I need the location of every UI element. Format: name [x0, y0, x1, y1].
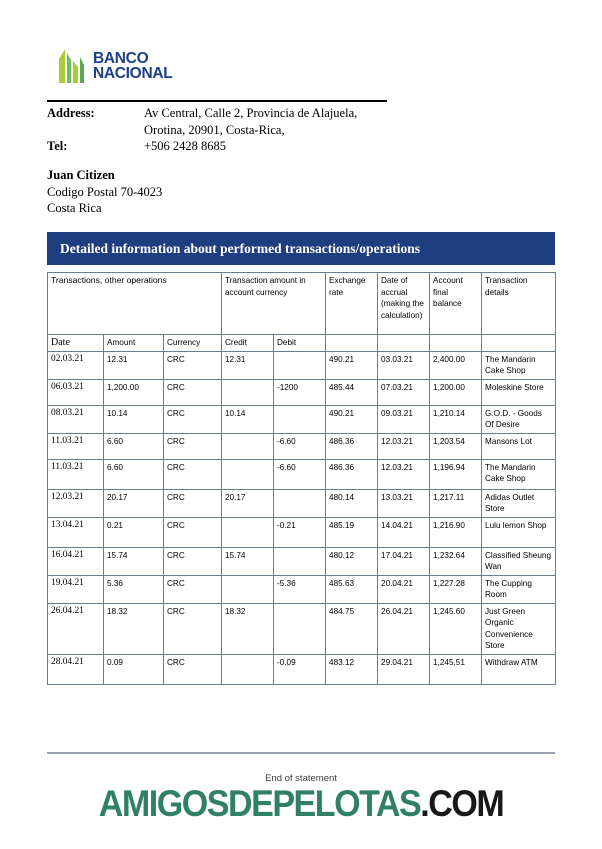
cell-currency: CRC — [164, 351, 222, 379]
cell-date-of-accrual: 20.04.21 — [378, 575, 430, 603]
cell-transaction-details: The Mandarin Cake Shop — [482, 459, 556, 489]
cell-debit: -0.21 — [274, 517, 326, 547]
cell-date-of-accrual: 14.04.21 — [378, 517, 430, 547]
cell-transaction-details: Moleskine Store — [482, 379, 556, 405]
footer-divider — [47, 752, 555, 754]
subheader-credit: Credit — [222, 335, 274, 352]
tel-label: Tel: — [47, 139, 68, 153]
header-divider — [47, 100, 387, 102]
watermark-brand: AMIGOSDEPELOTAS — [98, 783, 421, 824]
subheader-date: Date — [48, 335, 104, 352]
customer-name: Juan Citizen — [47, 168, 115, 182]
subheader-currency: Currency — [164, 335, 222, 352]
header-date-of-accrual: Date of accrual (making the calculation) — [378, 273, 430, 335]
cell-amount: 20.17 — [104, 489, 164, 517]
cell-date: 11.03.21 — [48, 459, 104, 489]
cell-date: 13.04.21 — [48, 517, 104, 547]
address-label: Address: — [47, 106, 95, 120]
watermark — [24, 783, 578, 825]
cell-amount: 0.21 — [104, 517, 164, 547]
cell-date: 26.04.21 — [48, 603, 104, 654]
cell-currency: CRC — [164, 517, 222, 547]
cell-credit: 10.14 — [222, 405, 274, 433]
cell-exchange-rate: 485.44 — [326, 379, 378, 405]
cell-date-of-accrual: 09.03.21 — [378, 405, 430, 433]
cell-currency: CRC — [164, 433, 222, 459]
subheader-balance-spacer — [430, 335, 482, 352]
subheader-details-spacer — [482, 335, 556, 352]
cell-account-final-balance: 1,245.51 — [430, 654, 482, 684]
cell-debit — [274, 351, 326, 379]
banco-nacional-mark-icon — [57, 47, 87, 85]
cell-amount: 18.32 — [104, 603, 164, 654]
cell-debit — [274, 603, 326, 654]
tel-value: +506 2428 8685 — [144, 139, 227, 153]
table-row — [48, 547, 556, 575]
table-row — [48, 654, 556, 684]
subheader-amount: Amount — [104, 335, 164, 352]
cell-transaction-details: Mansons Lot — [482, 433, 556, 459]
cell-exchange-rate: 480.14 — [326, 489, 378, 517]
cell-amount: 12.31 — [104, 351, 164, 379]
cell-currency: CRC — [164, 654, 222, 684]
cell-date: 28.04.21 — [48, 654, 104, 684]
cell-transaction-details: Withdraw ATM — [482, 654, 556, 684]
cell-currency: CRC — [164, 547, 222, 575]
transactions-table-body — [48, 351, 556, 684]
transactions-table — [47, 272, 556, 685]
table-row — [48, 433, 556, 459]
cell-transaction-details: G.O.D. - Goods Of Desire — [482, 405, 556, 433]
cell-credit — [222, 459, 274, 489]
cell-account-final-balance: 1,245.60 — [430, 603, 482, 654]
cell-debit — [274, 405, 326, 433]
cell-debit — [274, 489, 326, 517]
header-account-final-balance: Account final balance — [430, 273, 482, 335]
cell-debit: -6.60 — [274, 433, 326, 459]
cell-transaction-details: The Mandarin Cake Shop — [482, 351, 556, 379]
cell-amount: 6.60 — [104, 459, 164, 489]
cell-date: 06.03.21 — [48, 379, 104, 405]
bank-contact-block — [47, 105, 547, 155]
cell-account-final-balance: 1,216.90 — [430, 517, 482, 547]
cell-date: 08.03.21 — [48, 405, 104, 433]
subheader-rate-spacer — [326, 335, 378, 352]
cell-exchange-rate: 485.19 — [326, 517, 378, 547]
cell-date-of-accrual: 29.04.21 — [378, 654, 430, 684]
cell-exchange-rate: 490.21 — [326, 351, 378, 379]
cell-date: 12.03.21 — [48, 489, 104, 517]
cell-amount: 10.14 — [104, 405, 164, 433]
bank-logo-line1: BANCO — [93, 50, 149, 67]
address-row — [47, 105, 547, 122]
cell-debit: -5.36 — [274, 575, 326, 603]
table-row — [48, 489, 556, 517]
cell-credit — [222, 517, 274, 547]
cell-exchange-rate: 480.12 — [326, 547, 378, 575]
cell-debit: -1200 — [274, 379, 326, 405]
cell-credit — [222, 575, 274, 603]
header-amount-in-account-currency: Transaction amount in account currency — [222, 273, 326, 335]
cell-debit — [274, 547, 326, 575]
tel-row — [47, 138, 547, 155]
address-row-2 — [47, 122, 547, 139]
cell-transaction-details: Adidas Outlet Store — [482, 489, 556, 517]
cell-date-of-accrual: 12.03.21 — [378, 459, 430, 489]
cell-credit: 12.31 — [222, 351, 274, 379]
cell-date: 16.04.21 — [48, 547, 104, 575]
cell-account-final-balance: 1,203.54 — [430, 433, 482, 459]
cell-date: 19.04.21 — [48, 575, 104, 603]
table-row — [48, 575, 556, 603]
cell-debit: -6.60 — [274, 459, 326, 489]
watermark-tld: .COM — [420, 783, 504, 824]
subheader-accrual-spacer — [378, 335, 430, 352]
address-line-2: Orotina, 20901, Costa-Rica, — [144, 122, 285, 137]
section-banner-title: Detailed information about performed transactions/operations — [60, 240, 420, 256]
table-row — [48, 603, 556, 654]
subheader-debit: Debit — [274, 335, 326, 352]
cell-exchange-rate: 486.36 — [326, 459, 378, 489]
table-sub-header-row — [48, 335, 556, 352]
cell-debit: -0.09 — [274, 654, 326, 684]
cell-amount: 6.60 — [104, 433, 164, 459]
cell-exchange-rate: 483.12 — [326, 654, 378, 684]
bank-logo-text — [93, 51, 172, 81]
cell-amount: 1,200.00 — [104, 379, 164, 405]
table-group-header-row — [48, 273, 556, 335]
cell-currency: CRC — [164, 575, 222, 603]
cell-amount: 15.74 — [104, 547, 164, 575]
cell-date: 02.03.21 — [48, 351, 104, 379]
cell-credit — [222, 433, 274, 459]
transactions-table-wrapper — [47, 272, 555, 685]
bank-logo — [57, 47, 172, 85]
cell-transaction-details: Lulu lemon Shop — [482, 517, 556, 547]
cell-exchange-rate: 486.36 — [326, 433, 378, 459]
cell-account-final-balance: 1,227.28 — [430, 575, 482, 603]
cell-transaction-details: Just Green Organic Convenience Store — [482, 603, 556, 654]
address-line-1: Av Central, Calle 2, Provincia de Alajuela, — [144, 106, 358, 120]
cell-currency: CRC — [164, 379, 222, 405]
cell-account-final-balance: 1,217.11 — [430, 489, 482, 517]
cell-credit — [222, 654, 274, 684]
table-row — [48, 459, 556, 489]
cell-amount: 0.09 — [104, 654, 164, 684]
bank-logo-line2: NACIONAL — [93, 65, 173, 82]
cell-credit: 15.74 — [222, 547, 274, 575]
cell-transaction-details: Classified Sheung Wan — [482, 547, 556, 575]
customer-country: Costa Rica — [47, 201, 102, 215]
customer-block — [47, 167, 162, 217]
cell-currency: CRC — [164, 459, 222, 489]
address-label-spacer — [47, 122, 144, 139]
cell-credit: 18.32 — [222, 603, 274, 654]
cell-currency: CRC — [164, 603, 222, 654]
customer-postal-code: Codigo Postal 70-4023 — [47, 184, 163, 199]
table-row — [48, 351, 556, 379]
section-banner — [47, 232, 555, 265]
cell-account-final-balance: 1,200.00 — [430, 379, 482, 405]
cell-currency: CRC — [164, 489, 222, 517]
cell-credit — [222, 379, 274, 405]
table-row — [48, 517, 556, 547]
cell-credit: 20.17 — [222, 489, 274, 517]
cell-date-of-accrual: 13.03.21 — [378, 489, 430, 517]
cell-date-of-accrual: 03.03.21 — [378, 351, 430, 379]
header-transaction-details: Transaction details — [482, 273, 556, 335]
cell-date: 11.03.21 — [48, 433, 104, 459]
cell-account-final-balance: 1,232.64 — [430, 547, 482, 575]
cell-transaction-details: The Cupping Room — [482, 575, 556, 603]
cell-date-of-accrual: 26.04.21 — [378, 603, 430, 654]
cell-date-of-accrual: 17.04.21 — [378, 547, 430, 575]
cell-amount: 5.36 — [104, 575, 164, 603]
end-of-statement-label: End of statement — [265, 773, 337, 784]
cell-date-of-accrual: 12.03.21 — [378, 433, 430, 459]
cell-account-final-balance: 2,400.00 — [430, 351, 482, 379]
header-exchange-rate: Exchange rate — [326, 273, 378, 335]
cell-account-final-balance: 1,196.94 — [430, 459, 482, 489]
table-row — [48, 405, 556, 433]
cell-exchange-rate: 485.63 — [326, 575, 378, 603]
cell-date-of-accrual: 07.03.21 — [378, 379, 430, 405]
cell-currency: CRC — [164, 405, 222, 433]
cell-account-final-balance: 1,210.14 — [430, 405, 482, 433]
header-transactions: Transactions, other operations — [48, 273, 222, 335]
table-row — [48, 379, 556, 405]
cell-exchange-rate: 490.21 — [326, 405, 378, 433]
cell-exchange-rate: 484.75 — [326, 603, 378, 654]
